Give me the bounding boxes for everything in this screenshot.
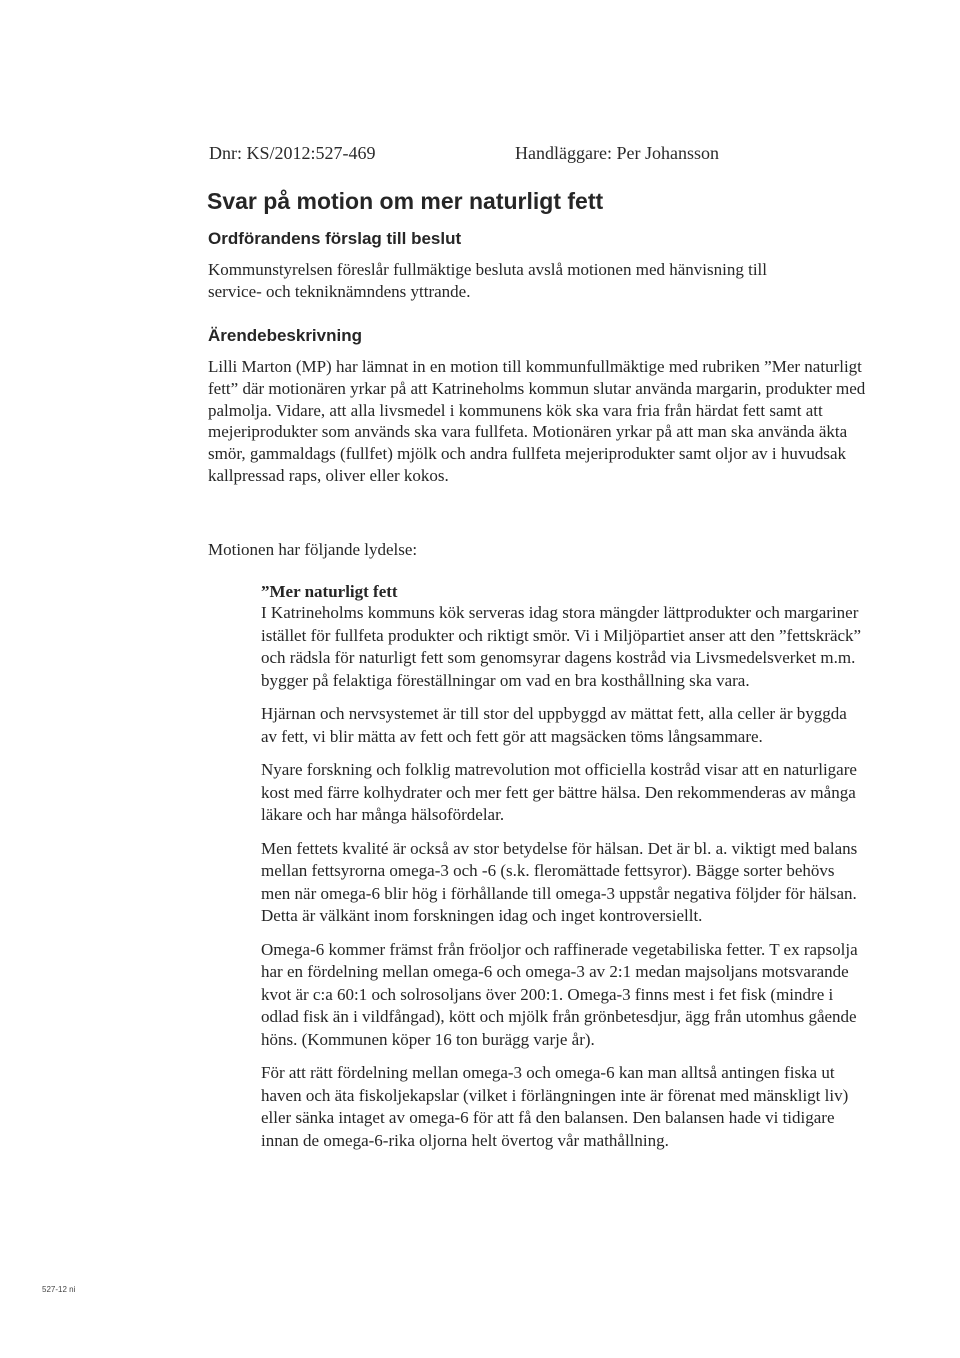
- paragraph-beslut: Kommunstyrelsen föreslår fullmäktige besluta avslå motionen med hänvisning till service- och tekniknämndens yttrande.: [208, 260, 767, 301]
- quote-paragraph: I Katrineholms kommuns kök serveras idag stora mängder lättprodukter och margariner istället för fullfeta produkter och riktigt smör. Vi i Miljöpartiet anser att den ”fettskräck” och rädsla för naturligt fett som genomsyrar dagens kostråd via Livsmedelsverket m.m. bygger på felaktiga föreställningar om vad en bra kosthållning ska vara.: [261, 603, 862, 690]
- quote-paragraph: Nyare forskning och folklig matrevolution mot officiella kostråd visar att en naturligare kost med färre kolhydrater och mer fett ger bättre hälsa. Den rekommenderas av många läkare och har många hälsofördelar.: [261, 760, 857, 824]
- case-officer: Handläggare: Per Johansson: [515, 143, 719, 163]
- quote-paragraph: Men fettets kvalité är också av stor betydelse för hälsan. Det är bl. a. viktigt med balans mellan fettsyrorna omega-3 och -6 (s.k. fleromättade fettsyror). Bägge sorter behövs men när omega-6 blir hög i förhållande till omega-3 uppstår negativa följder för hälsan. Detta är välkänt inom forskningen idag och inget kontroversiellt.: [261, 838, 858, 925]
- paragraph-lydelse-intro: Motionen har följande lydelse:: [208, 540, 418, 559]
- motion-quote-block: [261, 581, 867, 1163]
- quote-paragraph: Hjärnan och nervsystemet är till stor del uppbyggd av mättat fett, alla celler är byggda av fett, vi blir mätta av fett och fett gör att magsäcken töms långsammare.: [261, 704, 847, 746]
- section-heading-arendebeskrivning: Ärendebeskrivning: [208, 326, 362, 345]
- quote-paragraph: För att rätt fördelning mellan omega-3 och omega-6 kan man alltså antingen fiska ut haven och äta fiskoljekapslar (vilket i förlängningen inte är förenat med mänskligt liv) eller sänka intaget av omega-6 för att få den balansen. Den balansen hade vi tidigare innan de omega-6-rika oljorna helt övertog vår mathållning.: [261, 1063, 849, 1150]
- footer-code: 527-12 ni: [42, 1285, 76, 1294]
- quote-title: ”Mer naturligt fett: [261, 582, 398, 601]
- diary-number: Dnr: KS/2012:527-469: [209, 143, 376, 163]
- section-heading-beslut: Ordförandens förslag till beslut: [208, 229, 462, 248]
- paragraph-arendebeskrivning: Lilli Marton (MP) har lämnat in en motion till kommunfullmäktige med rubriken ”Mer naturligt fett” där motionären yrkar på att Katrineholms kommun slutar använda margarin, produkter med palmolja. Vidare, att alla livsmedel i kommunens kök ska vara fria från härdat fett samt att mejeriprodukter som används ska vara fullfeta. Motionären yrkar på att man ska använda äkta smör, gammaldags (fullfet) mjölk och andra fullfeta mejeriprodukter samt oljor av i huvudsak kallpressad raps, oliver eller kokos.: [208, 357, 866, 485]
- quote-paragraph: Omega-6 kommer främst från fröoljor och raffinerade vegetabiliska fetter. T ex rapsolja har en fördelning mellan omega-6 och omega-3 av 2:1 medan majsoljans motsvarande kvot är c:a 60:1 och solrosoljans över 200:1. Omega-3 finns mest i fet fisk (mindre i odlad fisk än i vildfångad), kött och mjölk från grönbetesdjur, ägg från utomhus gående höns. (Kommunen köper 16 ton burägg varje år).: [261, 939, 858, 1049]
- document-title: Svar på motion om mer naturligt fett: [207, 188, 604, 214]
